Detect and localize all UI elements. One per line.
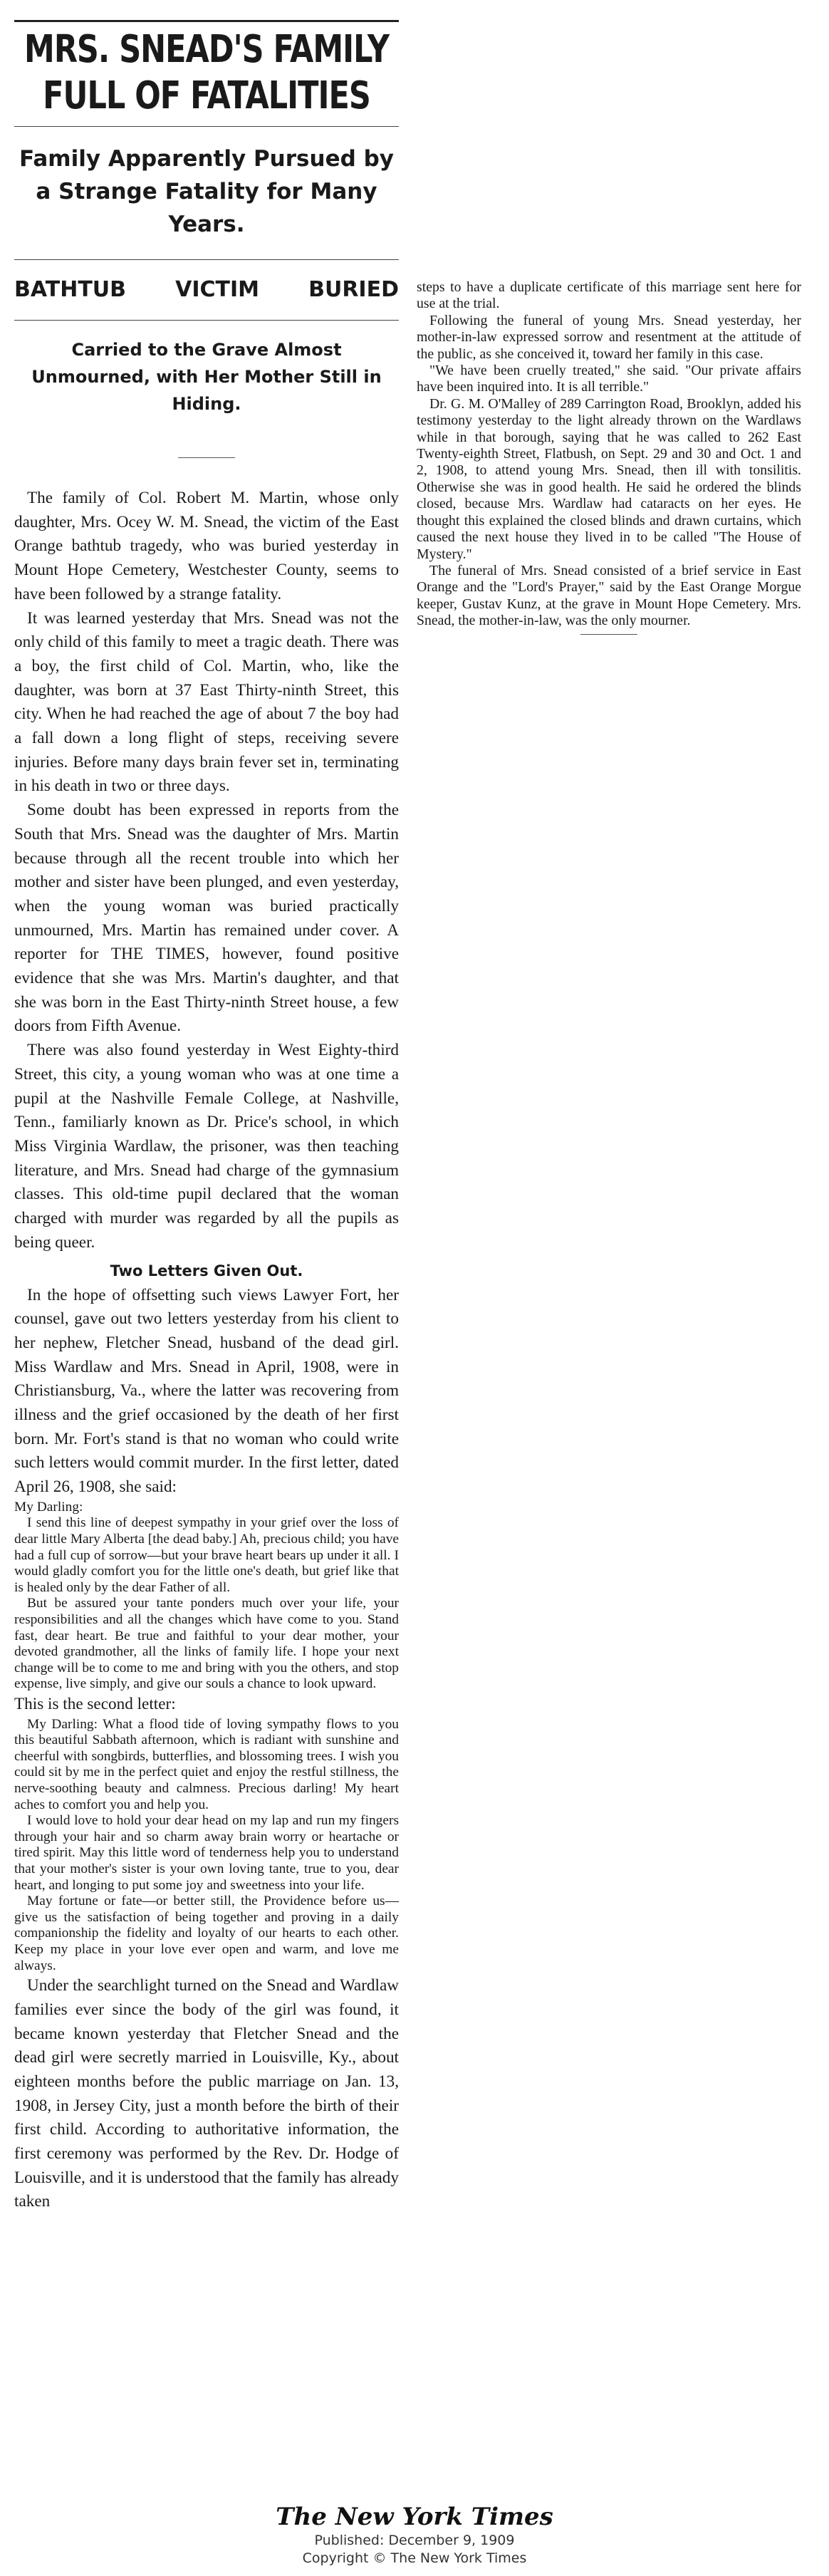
letter-paragraph: I would love to hold your dear head on my lap and run my fingers through your hair and so charm away brain worry or heartache or tired spirit. May this little word of tenderness help you to understand that your mother's sister is your own loving tante, true to you, dear heart, and longing to put some joy and sweetness into your life.: [14, 1813, 399, 1893]
short-rule: [178, 457, 235, 458]
top-rule: [14, 20, 399, 22]
end-rule: [580, 634, 637, 635]
paragraph: Following the funeral of young Mrs. Snead yesterday, her mother-in-law expressed sorrow and resentment at the attitude of the public, as she conceived it, toward her family in this case.: [417, 312, 801, 362]
paragraph: It was learned yesterday that Mrs. Snead was not the only child of this family to meet a tragic death. There was a boy, the first child of Col. Martin, who, like the daughter, was born at 37 East Thirty-ninth Street, this city. When he had reached the age of about 7 the boy had a fall down a long flight of steps, receiving severe injuries. Before many days brain fever set in, terminating in his death in two or three days.: [14, 608, 399, 796]
deck-1: Family Apparently Pursued by a Strange Fatality for Many Years.: [19, 146, 394, 237]
paragraph: In the hope of offsetting such views Lawyer Fort, her counsel, gave out two letters yesterday from his client to her nephew, Fletcher Snead, husband of the dead girl. Miss Wardlaw and Mrs. Snead in April, 1908, were in Christiansburg, Va., where the latter was recovering from illness and the grief occasioned by the death of her first born. Mr. Fort's stand is that no woman who could write such letters would commit murder. In the first letter, dated April 26, 1908, she said:: [14, 1285, 399, 1497]
paragraph: The funeral of Mrs. Snead consisted of a brief service in East Orange and the "Lord's Prayer," said by the East Orange Morgue keeper, Gustav Kunz, at the grave in Mount Hope Cemetery. Mrs. Snead, the mother-in-law, was the only mourner.: [417, 562, 801, 629]
deck-3: Carried to the Grave Almost Unmourned, with Her Mother Still in Hiding.: [31, 340, 382, 414]
letter-salutation: My Darling:: [14, 1499, 83, 1515]
paragraph: "We have been cruelly treated," she said. "Our private affairs have been inquired into. It is all terrible.": [417, 363, 801, 395]
article-body: [14, 487, 399, 2214]
divider: [14, 259, 399, 260]
letter-paragraph: But be assured your tante ponders much over your life, your responsibilities and all the changes which have come to you. Stand fast, dear heart. Be true and faithful to your dear mother, your devoted grandmother, all the links of family life. I hope your next change will be to come to me and bring with you the others, and stop expense, live simply, and give our souls a chance to look upward.: [14, 1596, 399, 1692]
divider: [14, 320, 399, 321]
divider: [14, 126, 399, 127]
paragraph: The family of Col. Robert M. Martin, whose only daughter, Mrs. Ocey W. M. Snead, the victim of the East Orange bathtub tragedy, who was buried yesterday in Mount Hope Cemetery, Westchester County, seems to have been followed by a strange fatality.: [14, 489, 399, 603]
article-column-2: [417, 279, 801, 635]
deck-2-word: BATHTUB: [14, 277, 127, 302]
letter-paragraph: May fortune or fate—or better still, the Providence before us—give us the satisfaction of being together and proving in a daily companionship the fidelity and loyalty of our hearts to each other. Keep my place in your love ever open and warm, and love me always.: [14, 1894, 399, 1973]
subhead: Two Letters Given Out.: [110, 1262, 303, 1279]
letter-2: [14, 1717, 399, 1975]
letter-1: [14, 1500, 399, 1693]
article-body-continued: [417, 279, 801, 630]
paragraph: There was also found yesterday in West Eighty-third Street, this city, a young woman who was at one time a pupil at the Nashville Female College, at Nashville, Tenn., familiarly known as Dr. Price's school, in which Miss Virginia Wardlaw, the prisoner, was then teaching literature, and Mrs. Snead had charge of the gymnasium classes. This old-time pupil declared that the woman charged with murder was regarded by all the pupils as being queer.: [14, 1041, 399, 1252]
page-footer: [0, 2502, 829, 2567]
deck-2-word: VICTIM: [175, 277, 260, 302]
article-column-1: [14, 20, 399, 2214]
copyright: Copyright © The New York Times: [302, 2550, 527, 2566]
paragraph: Under the searchlight turned on the Snead and Wardlaw families ever since the body of the girl was found, it became known yesterday that Fletcher Snead and the dead girl were secretly married in Louisville, Ky., about eighteen months before the public marriage on Jan. 13, 1908, in Jersey City, just a month before the birth of their first child. According to authoritative information, the first ceremony was performed by the Rev. Dr. Hodge of Louisville, and it is understood that the family has already taken: [14, 1976, 399, 2211]
paragraph: Dr. G. M. O'Malley of 289 Carrington Road, Brooklyn, added his testimony yesterday to the light already thrown on the Wardlaws while in that borough, saying that he was called to 262 East Twenty-eighth Street, Flatbush, on Sept. 29 and 30 and Oct. 1 and 2, 1908, to attend young Mrs. Snead, then ill with tonsilitis. Otherwise she was in good health. He said he ordered the blinds closed, because Mrs. Wardlaw had cataracts on her eyes. He thought this explained the closed blinds and drawn curtains, which caused the next house they lived in to be called "The House of Mystery.": [417, 395, 801, 562]
letter-paragraph: I send this line of deepest sympathy in your grief over the loss of dear little Mary Alberta [the dead baby.] Ah, precious child; you have had a full cup of sorrow—but your brave heart bears up under it all. I would gladly comfort you for the little one's death, but grief like that is healed only by the dear Father of all.: [14, 1515, 399, 1595]
masthead-logo: The New York Times: [276, 2503, 553, 2531]
letter-paragraph: My Darling: What a flood tide of loving sympathy flows to you this beautiful Sabbath afternoon, which is radiant with sunshine and cheerful with songbirds, butterflies, and blossoming trees. I wish you could sit by me in the perfect quiet and enjoy the restful stillness, the nerve-soothing beauty and calmness. Precious darling! My heart aches to comfort you and help you.: [14, 1716, 399, 1812]
headline: MRS. SNEAD'S FAMILY FULL OF FATALITIES: [24, 27, 389, 118]
published-date: Published: December 9, 1909: [314, 2533, 515, 2548]
paragraph: This is the second letter:: [14, 1694, 176, 1713]
deck-2: [14, 276, 399, 304]
paragraph: steps to have a duplicate certificate of this marriage sent here for use at the trial.: [417, 279, 801, 312]
deck-2-word: BURIED: [308, 277, 399, 302]
paragraph: Some doubt has been expressed in reports from the South that Mrs. Snead was the daughter of Mrs. Martin because through all the recent trouble into which her mother and sister have been plunged, and even yesterday, when the young woman was buried practically unmourned, Mrs. Martin has remained under cover. A reporter for THE TIMES, however, found positive evidence that she was Mrs. Martin's daughter, and that she was born in the East Thirty-ninth Street house, a few doors from Fifth Avenue.: [14, 801, 399, 1036]
